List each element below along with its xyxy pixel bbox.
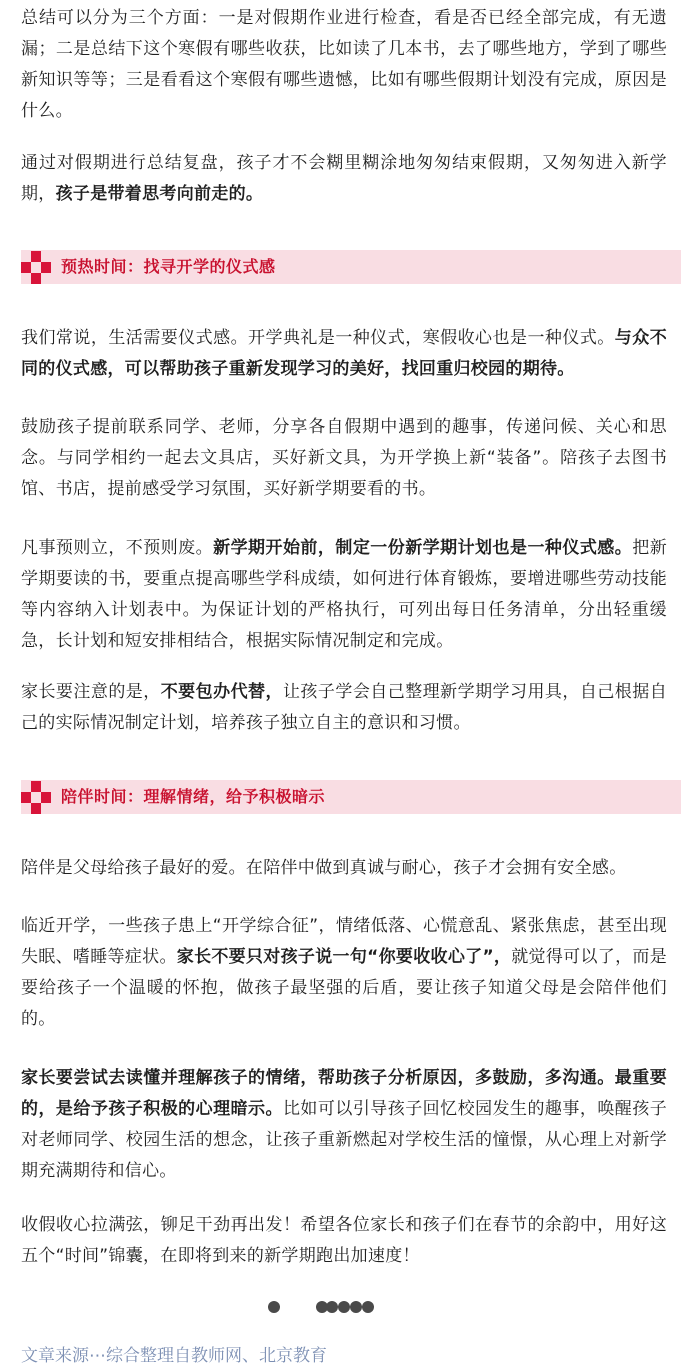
dot-icon (338, 1301, 350, 1313)
paragraph-contact-classmates (21, 412, 667, 505)
dot-icon (362, 1301, 374, 1313)
paragraph-ritual (21, 323, 667, 385)
section-heading-title: 陪伴时间：理解情绪，给予积极暗示 (61, 787, 326, 806)
dot-icon (268, 1301, 280, 1313)
paragraph-text: 凡事预则立，不预则废。 (21, 538, 214, 558)
paragraph-bold-text: 与众不同的仪式感，可以帮助孩子重新发现学习的美好，找回重归校园的期待。 (21, 328, 667, 379)
dot-icon (326, 1301, 338, 1313)
paragraph-plan (21, 533, 667, 657)
paragraph-bold-text: 不要包办代替， (160, 682, 283, 702)
paragraph-text: 总结可以分为三个方面：一是对假期作业进行检查，看是否已经全部完成，有无遗漏；二是总结下这个寒假有哪些收获，比如读了几本书，去了哪些地方，学到了哪些新知识等等；三是看看这个寒假有哪些遗憾，比如有哪些假期计划没有完成，原因是什么。 (21, 8, 667, 121)
paragraph-parent-note (21, 677, 667, 739)
article-source-cut: 文章来源⋯综合整理自教师网、北京教育 (21, 1346, 327, 1366)
paragraph-text: 陪伴是父母给孩子最好的爱。在陪伴中做到真诚与耐心，孩子才会拥有安全感。 (21, 858, 627, 878)
paragraph-text: 就觉得可以了，而是要给孩子一个温暖的怀抱，做孩子最坚强的后盾，要让孩子知道父母是会陪伴他们的。 (21, 947, 668, 1029)
paragraph-text: 家长要注意的是， (21, 682, 161, 702)
checker-icon (21, 250, 53, 284)
section-heading-companion (21, 780, 681, 814)
checker-icon (21, 780, 53, 814)
paragraph-text: 鼓励孩子提前联系同学、老师，分享各自假期中遇到的趣事，传递问候、关心和思念。与同学相约一起去文具店，买好新文具，为开学换上新“装备”。陪孩子去图书馆、书店，提前感受学习氛围，买好新学期要看的书。 (21, 417, 667, 499)
paragraph-summary (21, 3, 667, 127)
paragraph-review (21, 148, 667, 210)
section-heading-warmup (21, 250, 681, 284)
paragraph-text: 通过对假期进行总结复盘，孩子才不会糊里糊涂地匆匆结束假期，又匆匆进入新学期， (21, 153, 667, 204)
paragraph-text: 临近开学，一些孩子患上“开学综合征”，情绪低落、心慌意乱、紧张焦虑，甚至出现失眠、嗜睡等症状。 (21, 916, 667, 967)
paragraph-companionship (21, 853, 627, 884)
paragraph-understand-emotions (21, 1063, 667, 1187)
paragraph-bold-text: 新学期开始前，制定一份新学期计划也是一种仪式感。 (213, 538, 633, 558)
dot-icon (350, 1301, 362, 1313)
paragraph-closing (21, 1210, 667, 1272)
paragraph-text: 我们常说，生活需要仪式感。开学典礼是一种仪式，寒假收心也是一种仪式。 (21, 328, 615, 348)
paragraph-bold-text: 家长要尝试去读懂并理解孩子的情绪，帮助孩子分析原因，多鼓励，多沟通。最重要的，是给予孩子积极的心理暗示。 (21, 1068, 667, 1119)
paragraph-text: 收假收心拉满弦，铆足干劲再出发！希望各位家长和孩子们在春节的余韵中，用好这五个“时间”锦囊，在即将到来的新学期跑出加速度！ (21, 1215, 667, 1266)
paragraph-school-syndrome (21, 911, 667, 1035)
paragraph-text: 比如可以引导孩子回忆校园发生的趣事，唤醒孩子对老师同学、校园生活的想念，让孩子重新燃起对学校生活的憧憬，从心理上对新学期充满期待和信心。 (21, 1099, 668, 1181)
paragraph-text: 让孩子学会自己整理新学期学习用具，自己根据自己的实际情况制定计划，培养孩子独立自主的意识和习惯。 (21, 682, 667, 733)
paragraph-bold-text: 孩子是带着思考向前走的。 (55, 184, 264, 204)
section-heading-title: 预热时间：找寻开学的仪式感 (61, 257, 276, 276)
paragraph-bold-text: 家长不要只对孩子说一句“你要收收心了”， (176, 947, 512, 967)
divider-dots (0, 1301, 686, 1315)
paragraph-text: 把新学期要读的书，要重点提高哪些学科成绩，如何进行体育锻炼，要增进哪些劳动技能等内容纳入计划表中。为保证计划的严格执行，可列出每日任务清单，分出轻重缓急，长计划和短安排相结合，根据实际情况制定和完成。 (21, 538, 667, 651)
